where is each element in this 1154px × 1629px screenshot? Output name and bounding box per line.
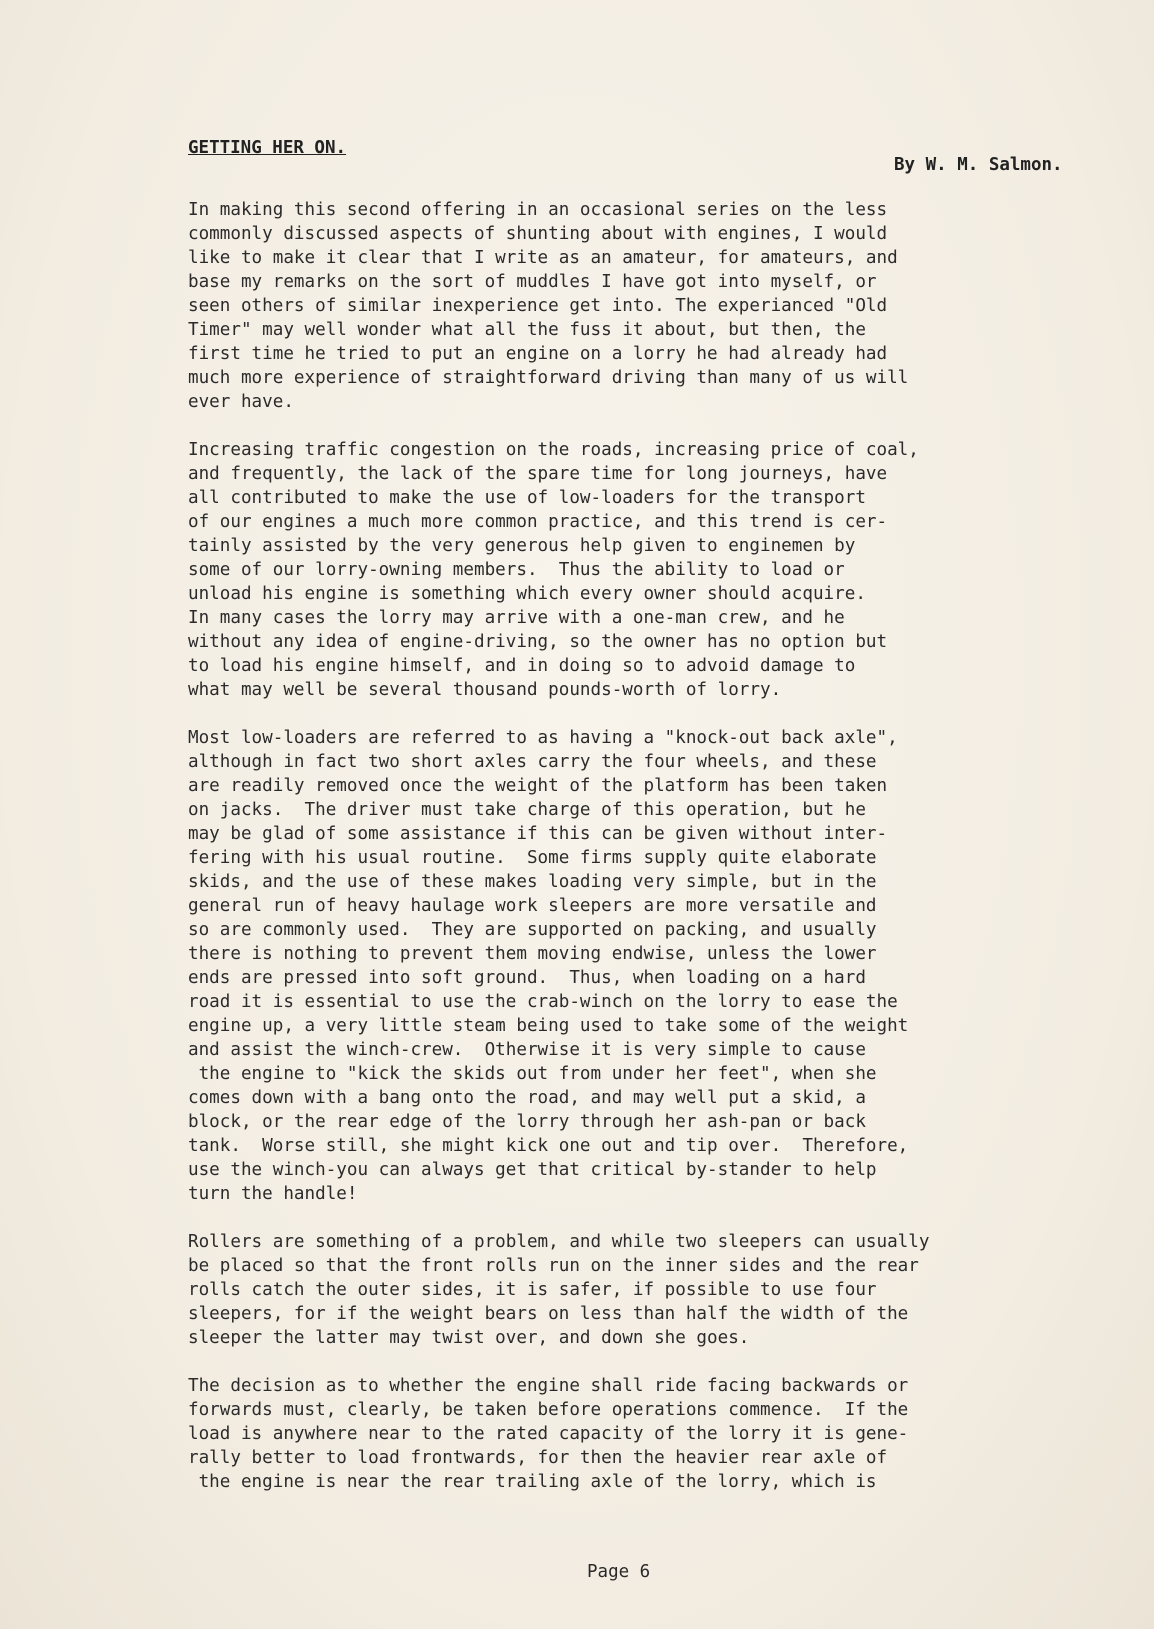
text-line: although in fact two short axles carry the four wheels, and these [188, 752, 877, 772]
text-line: general run of heavy haulage work sleepers are more versatile and [188, 896, 877, 916]
text-line: The decision as to whether the engine shall ride facing backwards or [188, 1376, 909, 1396]
text-line: there is nothing to prevent them moving endwise, unless the lower [188, 944, 877, 964]
text-line: tank. Worse still, she might kick one out and tip over. Therefore, [188, 1136, 909, 1156]
text-line: sleepers, for if the weight bears on less than half the width of the [188, 1304, 909, 1324]
text-line: may be glad of some assistance if this can be given without inter- [188, 824, 888, 844]
text-line: so are commonly used. They are supported on packing, and usually [188, 920, 877, 940]
article-byline: By W. M. Salmon. [894, 155, 1063, 175]
text-line: without any idea of engine-driving, so the owner has no option but [188, 632, 888, 652]
paragraph [188, 1230, 1068, 1350]
article-body [188, 198, 1068, 1518]
text-line: In making this second offering in an occasional series on the less [188, 200, 888, 220]
text-line: base my remarks on the sort of muddles I have got into myself, or [188, 272, 877, 292]
text-line: Most low-loaders are referred to as having a "knock-out back axle", [188, 728, 898, 748]
paragraph [188, 1374, 1068, 1494]
text-line: some of our lorry-owning members. Thus the ability to load or [188, 560, 845, 580]
text-line: sleeper the latter may twist over, and down she goes. [188, 1328, 750, 1348]
text-line: engine up, a very little steam being used to take some of the weight [188, 1016, 909, 1036]
text-line: much more experience of straightforward driving than many of us will [188, 368, 909, 388]
paragraph [188, 438, 1068, 702]
text-line: and frequently, the lack of the spare time for long journeys, have [188, 464, 888, 484]
text-line: tainly assisted by the very generous help given to enginemen by [188, 536, 856, 556]
text-line: forwards must, clearly, be taken before operations commence. If the [188, 1400, 909, 1420]
text-line: ends are pressed into soft ground. Thus, when loading on a hard [188, 968, 866, 988]
text-line: commonly discussed aspects of shunting about with engines, I would [188, 224, 888, 244]
article-title: GETTING HER ON. [188, 138, 347, 158]
text-line: the engine to "kick the skids out from under her feet", when she [188, 1064, 877, 1084]
text-line: In many cases the lorry may arrive with a one-man crew, and he [188, 608, 845, 628]
text-line: block, or the rear edge of the lorry through her ash-pan or back [188, 1112, 866, 1132]
text-line: of our engines a much more common practice, and this trend is cer- [188, 512, 888, 532]
text-line: rally better to load frontwards, for then the heavier rear axle of [188, 1448, 888, 1468]
text-line: first time he tried to put an engine on a lorry he had already had [188, 344, 888, 364]
text-line: turn the handle! [188, 1184, 358, 1204]
text-line: are readily removed once the weight of the platform has been taken [188, 776, 888, 796]
text-line: on jacks. The driver must take charge of this operation, but he [188, 800, 866, 820]
text-line: rolls catch the outer sides, it is safer, if possible to use four [188, 1280, 877, 1300]
paragraph [188, 726, 1068, 1206]
text-line: Increasing traffic congestion on the roads, increasing price of coal, [188, 440, 919, 460]
text-line: and assist the winch-crew. Otherwise it is very simple to cause [188, 1040, 866, 1060]
page-number: Page 6 [587, 1562, 651, 1582]
text-line: what may well be several thousand pounds-worth of lorry. [188, 680, 782, 700]
text-line: be placed so that the front rolls run on the inner sides and the rear [188, 1256, 919, 1276]
text-line: fering with his usual routine. Some firms supply quite elaborate [188, 848, 877, 868]
text-line: all contributed to make the use of low-loaders for the transport [188, 488, 866, 508]
text-line: use the winch-you can always get that critical by-stander to help [188, 1160, 877, 1180]
text-line: load is anywhere near to the rated capacity of the lorry it is gene- [188, 1424, 909, 1444]
text-line: to load his engine himself, and in doing so to advoid damage to [188, 656, 856, 676]
text-line: Rollers are something of a problem, and while two sleepers can usually [188, 1232, 930, 1252]
text-line: skids, and the use of these makes loading very simple, but in the [188, 872, 877, 892]
text-line: seen others of similar inexperience get into. The experianced "Old [188, 296, 888, 316]
text-line: comes down with a bang onto the road, and may well put a skid, a [188, 1088, 866, 1108]
paragraph [188, 198, 1068, 414]
text-line: road it is essential to use the crab-winch on the lorry to ease the [188, 992, 898, 1012]
text-line: unload his engine is something which every owner should acquire. [188, 584, 866, 604]
text-line: Timer" may well wonder what all the fuss it about, but then, the [188, 320, 866, 340]
text-line: like to make it clear that I write as an amateur, for amateurs, and [188, 248, 898, 268]
text-line: the engine is near the rear trailing axle of the lorry, which is [188, 1472, 877, 1492]
text-line: ever have. [188, 392, 294, 412]
